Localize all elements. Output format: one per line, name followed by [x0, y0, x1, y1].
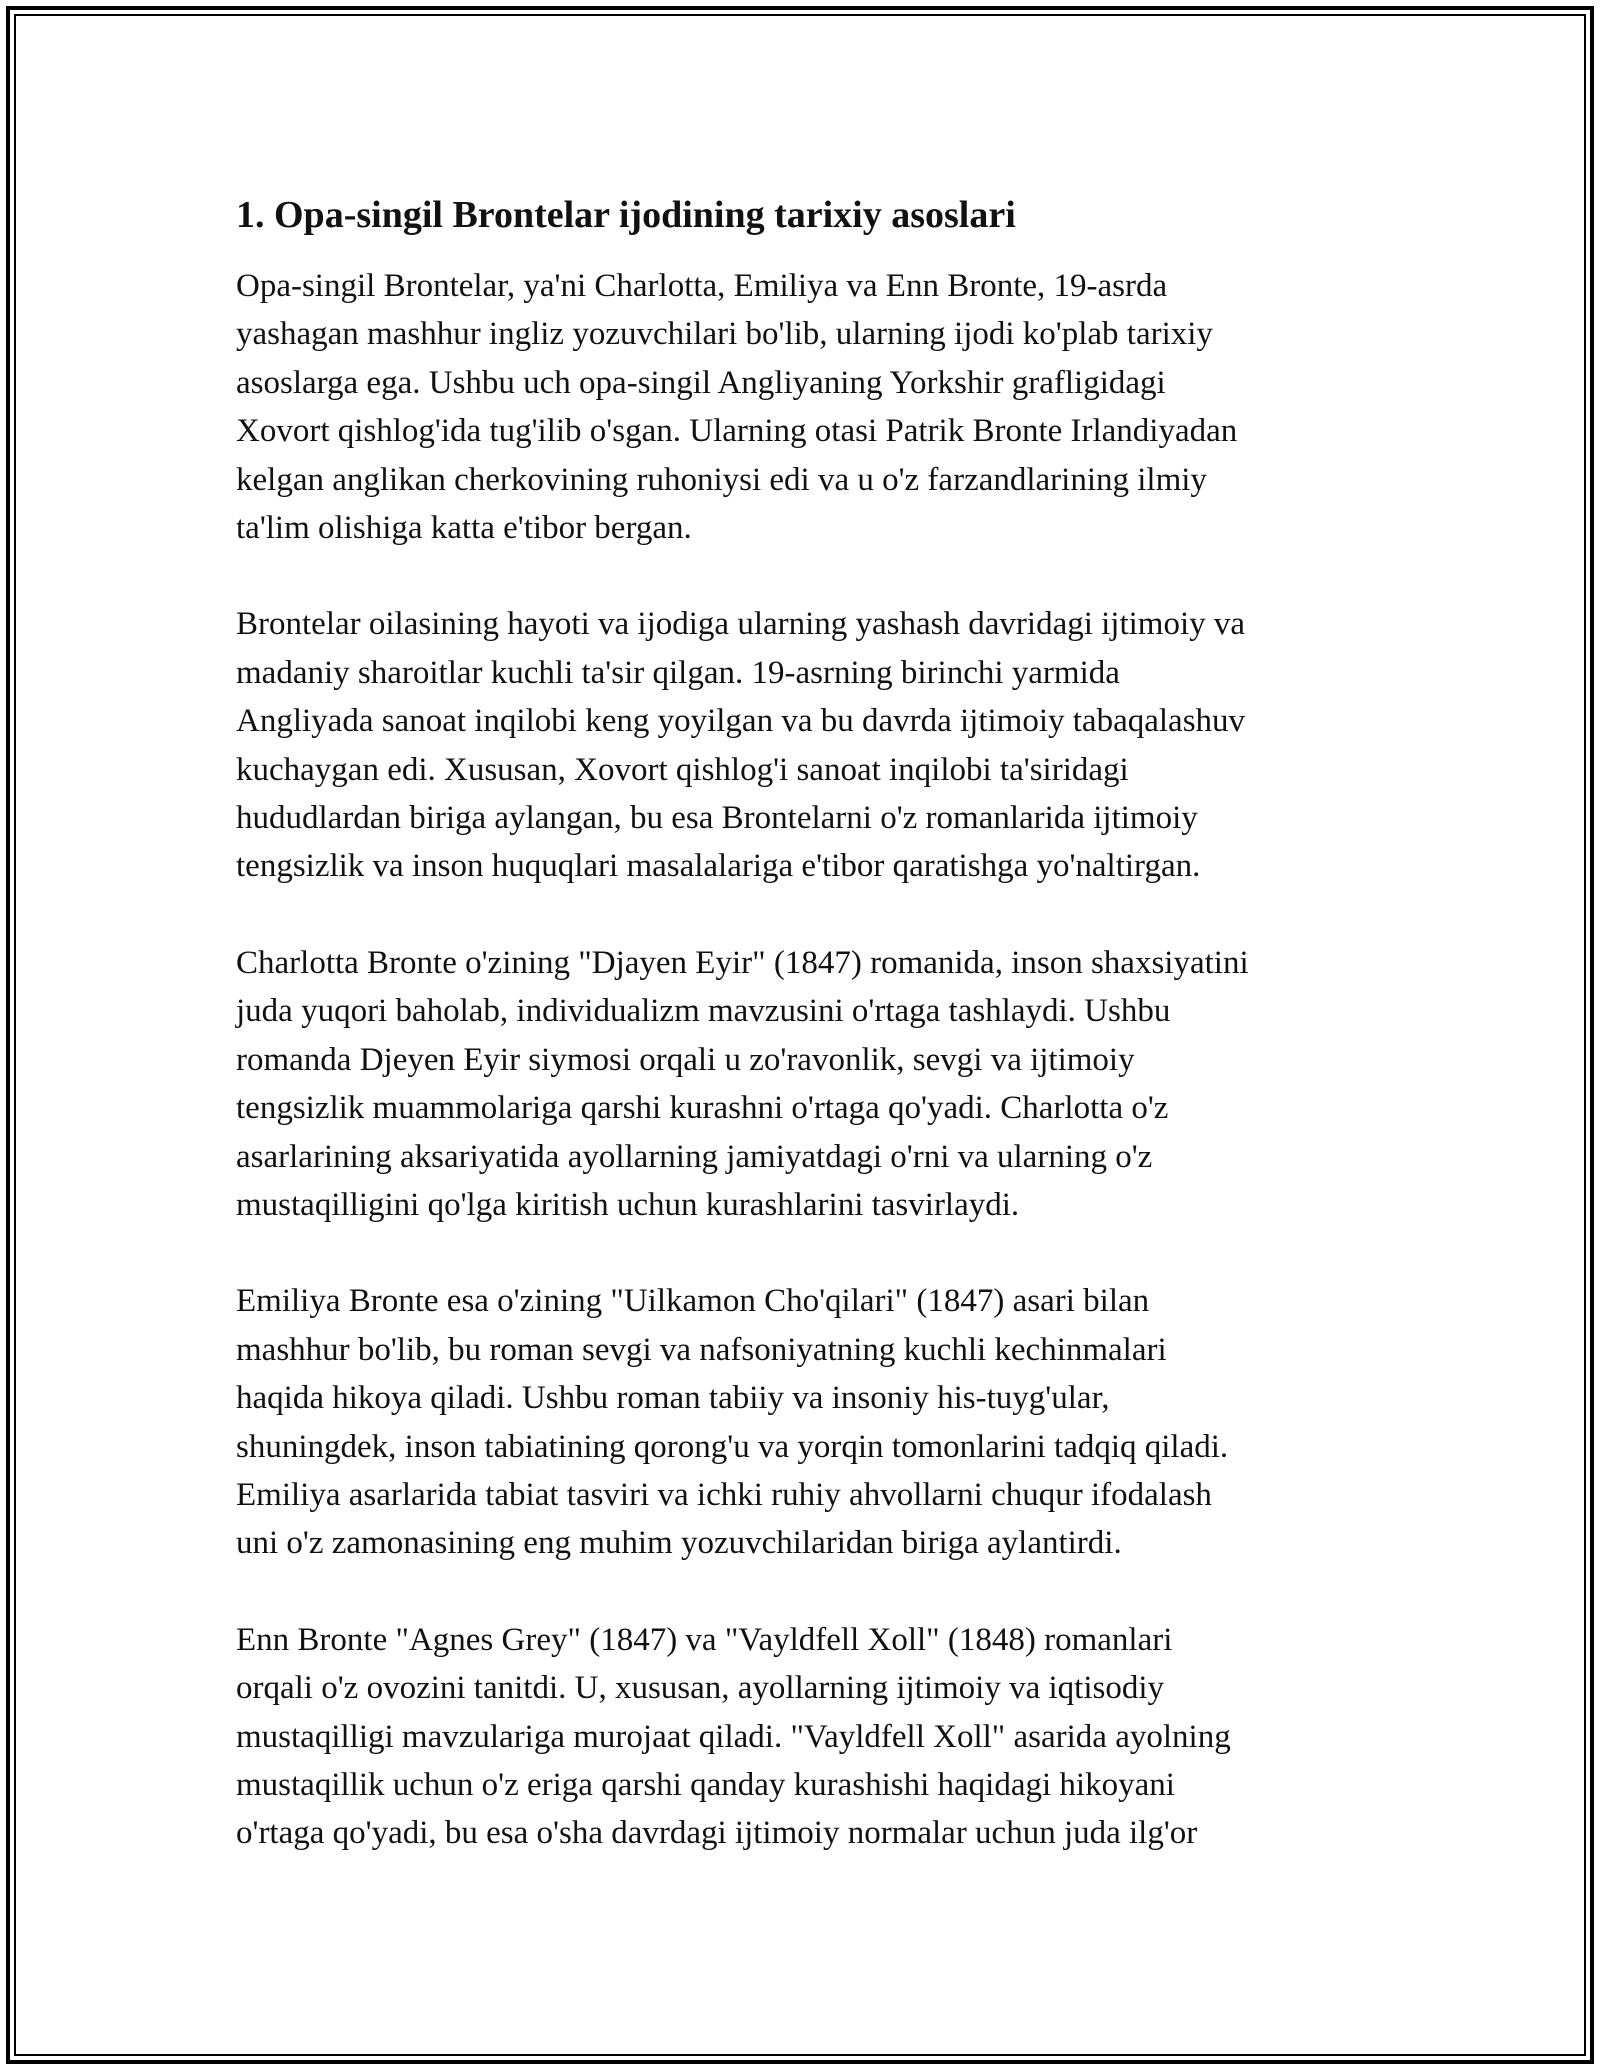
- text-line: Charlotta Bronte o'zining "Djayen Eyir" (1847) romanida, inson shaxsiyatini: [236, 944, 1249, 981]
- text-line: ta'lim olishiga katta e'tibor bergan.: [236, 510, 692, 547]
- text-line: hududlardan biriga aylangan, bu esa Brontelarni o'z romanlarida ijtimoiy: [236, 800, 1198, 837]
- section-title: 1. Opa-singil Brontelar ijodining tarixiy asoslari: [236, 194, 1016, 236]
- text-line: yashagan mashhur ingliz yozuvchilari bo'lib, ularning ijodi ko'plab tarixiy: [236, 316, 1213, 353]
- text-line: mustaqilligini qo'lga kiritish uchun kurashlarini tasvirlaydi.: [236, 1186, 1020, 1223]
- document-body: [236, 190, 1366, 1906]
- text-line: Brontelar oilasining hayoti va ijodiga ularning yashash davridagi ijtimoiy va: [236, 606, 1246, 643]
- text-line: uni o'z zamonasining eng muhim yozuvchilaridan biriga aylantirdi.: [236, 1525, 1122, 1562]
- text-line: haqida hikoya qiladi. Ushbu roman tabiiy va insoniy his-tuyg'ular,: [236, 1380, 1110, 1417]
- text-line: shuningdek, inson tabiatining qorong'u va yorqin tomonlarini tadqiq qiladi.: [236, 1428, 1229, 1465]
- text-line: asoslarga ega. Ushbu uch opa-singil Angliyaning Yorkshir grafligidagi: [236, 364, 1166, 401]
- text-line: asarlarining aksariyatida ayollarning jamiyatdagi o'rni va ularning o'z: [236, 1138, 1153, 1175]
- text-line: Emiliya asarlarida tabiat tasviri va ichki ruhiy ahvollarni chuqur ifodalash: [236, 1476, 1212, 1513]
- text-line: kuchaygan edi. Xususan, Xovort qishlog'i sanoat inqilobi ta'siridagi: [236, 751, 1129, 788]
- text-line: Angliyada sanoat inqilobi keng yoyilgan va bu davrda ijtimoiy tabaqalashuv: [236, 703, 1246, 740]
- text-line: Enn Bronte "Agnes Grey" (1847) va "Vayldfell Xoll" (1848) romanlari: [236, 1621, 1173, 1658]
- text-line: madaniy sharoitlar kuchli ta'sir qilgan. 19-asrning birinchi yarmida: [236, 654, 1120, 691]
- text-line: mustaqillik uchun o'z eriga qarshi qanday kurashishi haqidagi hikoyani: [236, 1766, 1175, 1803]
- paragraph-1: [236, 262, 1366, 552]
- text-line: Xovort qishlog'ida tug'ilib o'sgan. Ularning otasi Patrik Bronte Irlandiyadan: [236, 413, 1238, 450]
- text-line: kelgan anglikan cherkovining ruhoniysi edi va u o'z farzandlarining ilmiy: [236, 461, 1207, 498]
- text-line: romanda Djeyen Eyir siymosi orqali u zo'ravonlik, sevgi va ijtimoiy: [236, 1041, 1135, 1078]
- paragraph-3: [236, 939, 1366, 1229]
- text-line: mashhur bo'lib, bu roman sevgi va nafsoniyatning kuchli kechinmalari: [236, 1331, 1167, 1368]
- text-line: o'rtaga qo'yadi, bu esa o'sha davrdagi ijtimoiy normalar uchun juda ilg'or: [236, 1815, 1198, 1852]
- text-line: tengsizlik muammolariga qarshi kurashni o'rtaga qo'yadi. Charlotta o'z: [236, 1090, 1169, 1127]
- text-line: Emiliya Bronte esa o'zining "Uilkamon Cho'qilari" (1847) asari bilan: [236, 1283, 1150, 1320]
- text-line: Opa-singil Brontelar, ya'ni Charlotta, Emiliya va Enn Bronte, 19-asrda: [236, 268, 1168, 304]
- paragraph-5: [236, 1616, 1366, 1858]
- paragraph-4: [236, 1277, 1366, 1567]
- text-line: tengsizlik va inson huquqlari masalalariga e'tibor qaratishga yo'naltirgan.: [236, 848, 1201, 885]
- text-line: mustaqilligi mavzulariga murojaat qiladi. "Vayldfell Xoll" asarida ayolning: [236, 1718, 1231, 1755]
- text-line: orqali o'z ovozini tanitdi. U, xususan, ayollarning ijtimoiy va iqtisodiy: [236, 1670, 1164, 1707]
- paragraph-2: [236, 600, 1366, 890]
- text-line: juda yuqori baholab, individualizm mavzusini o'rtaga tashlaydi. Ushbu: [236, 993, 1171, 1030]
